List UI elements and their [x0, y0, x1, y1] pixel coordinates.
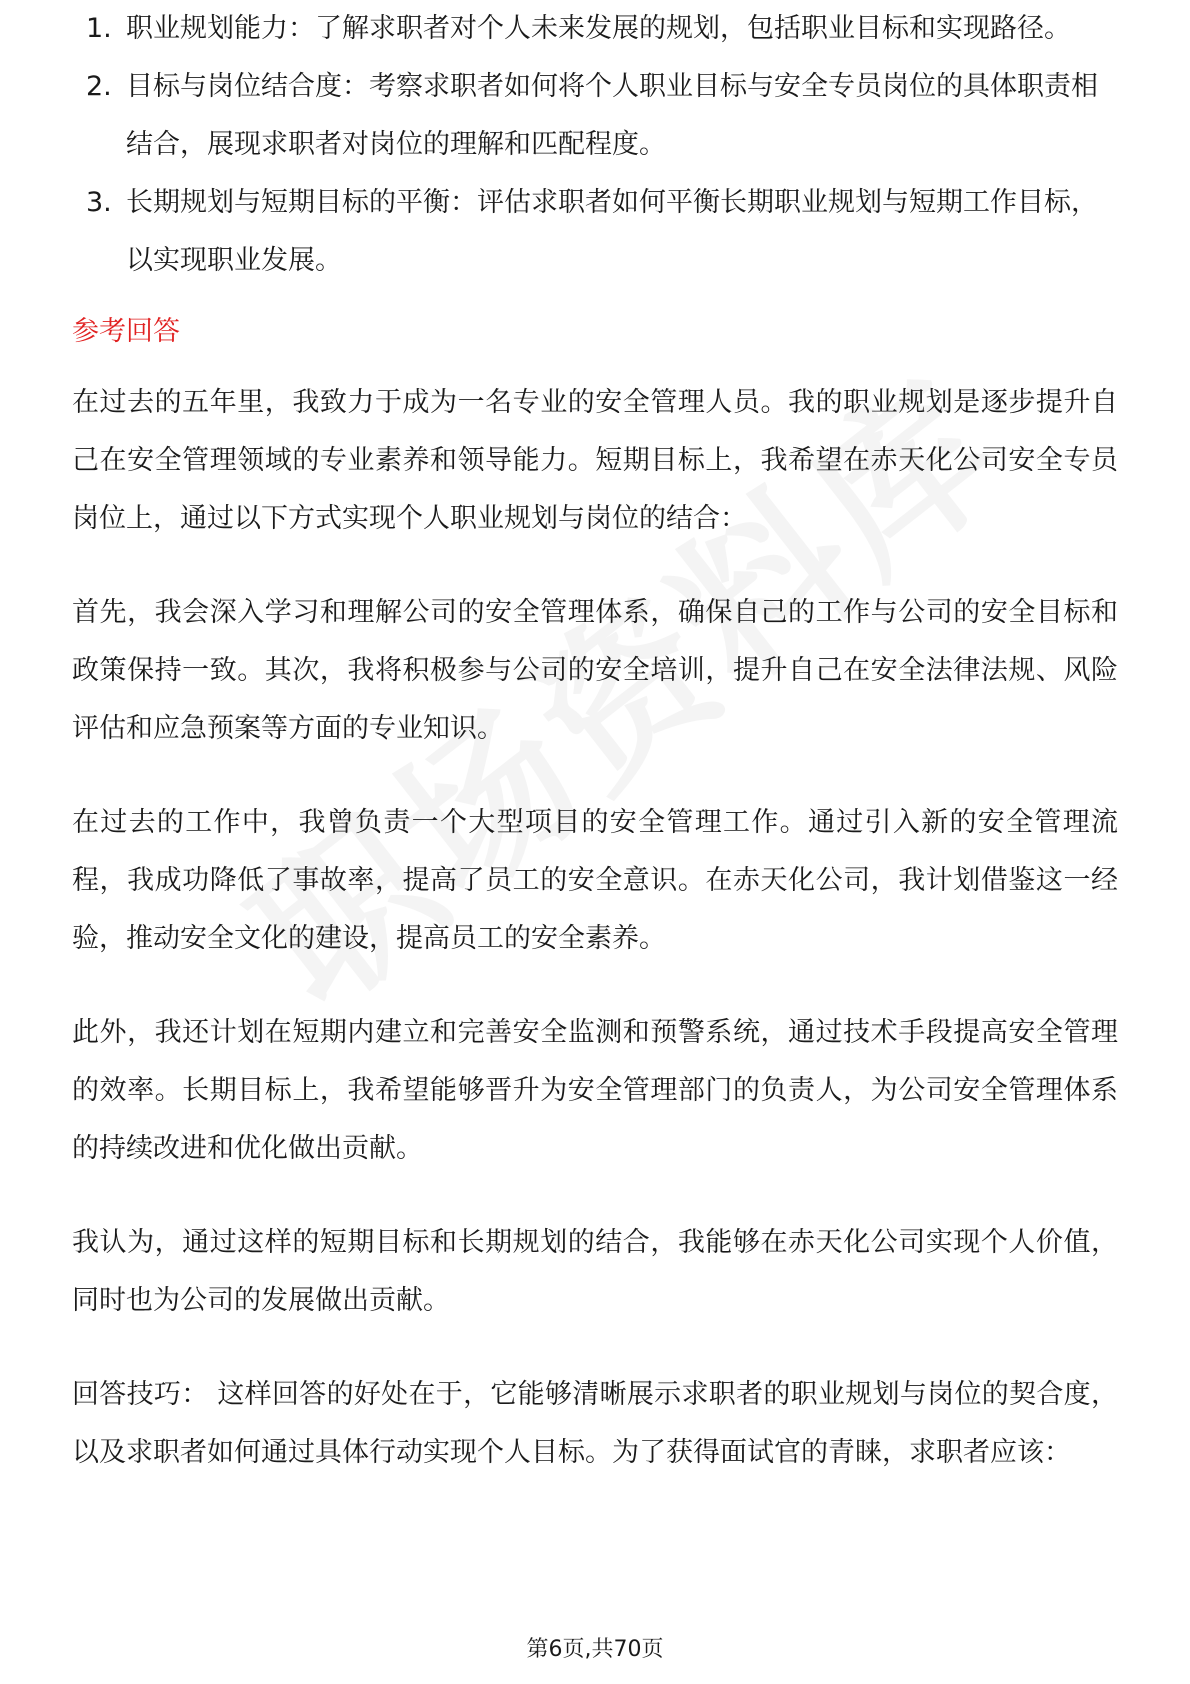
criteria-text: 职业规划能力：了解求职者对个人未来发展的规划，包括职业目标和实现路径。	[126, 13, 1071, 44]
criteria-item	[72, 58, 1118, 174]
answer-paragraph: 首先，我会深入学习和理解公司的安全管理体系，确保自己的工作与公司的安全目标和政策保持一致。其次，我将积极参与公司的安全培训，提升自己在安全法律法规、风险评估和应急预案等方面的专业知识。	[72, 597, 1118, 744]
answer-paragraph: 在过去的工作中，我曾负责一个大型项目的安全管理工作。通过引入新的安全管理流程，我成功降低了事故率，提高了员工的安全意识。在赤天化公司，我计划借鉴这一经验，推动安全文化的建设，提高员工的安全素养。	[72, 807, 1118, 954]
answer-paragraph: 我认为，通过这样的短期目标和长期规划的结合，我能够在赤天化公司实现个人价值，同时也为公司的发展做出贡献。	[72, 1227, 1118, 1316]
criteria-number: 2.	[86, 71, 112, 102]
criteria-number: 1.	[86, 13, 112, 44]
answer-paragraph: 此外，我还计划在短期内建立和完善安全监测和预警系统，通过技术手段提高安全管理的效率。长期目标上，我希望能够晋升为安全管理部门的负责人，为公司安全管理体系的持续改进和优化做出贡献。	[72, 1017, 1118, 1164]
criteria-text: 目标与岗位结合度：考察求职者如何将个人职业目标与安全专员岗位的具体职责相结合，展现求职者对岗位的理解和匹配程度。	[126, 71, 1098, 160]
answer-heading: 参考回答	[72, 316, 180, 347]
page-number: 第6页,共70页	[526, 1637, 664, 1662]
criteria-item	[72, 0, 1118, 58]
criteria-text: 长期规划与短期目标的平衡：评估求职者如何平衡长期职业规划与短期工作目标，以实现职业发展。	[126, 187, 1098, 276]
criteria-number: 3.	[86, 187, 112, 218]
answer-paragraph: 在过去的五年里，我致力于成为一名专业的安全管理人员。我的职业规划是逐步提升自己在安全管理领域的专业素养和领导能力。短期目标上，我希望在赤天化公司安全专员岗位上，通过以下方式实现个人职业规划与岗位的结合：	[72, 387, 1118, 534]
criteria-list	[72, 0, 1118, 290]
criteria-item	[72, 174, 1118, 290]
tips-paragraph: 回答技巧： 这样回答的好处在于，它能够清晰展示求职者的职业规划与岗位的契合度，以及求职者如何通过具体行动实现个人目标。为了获得面试官的青睐，求职者应该：	[72, 1379, 1118, 1468]
page-content	[72, 13, 1118, 1518]
